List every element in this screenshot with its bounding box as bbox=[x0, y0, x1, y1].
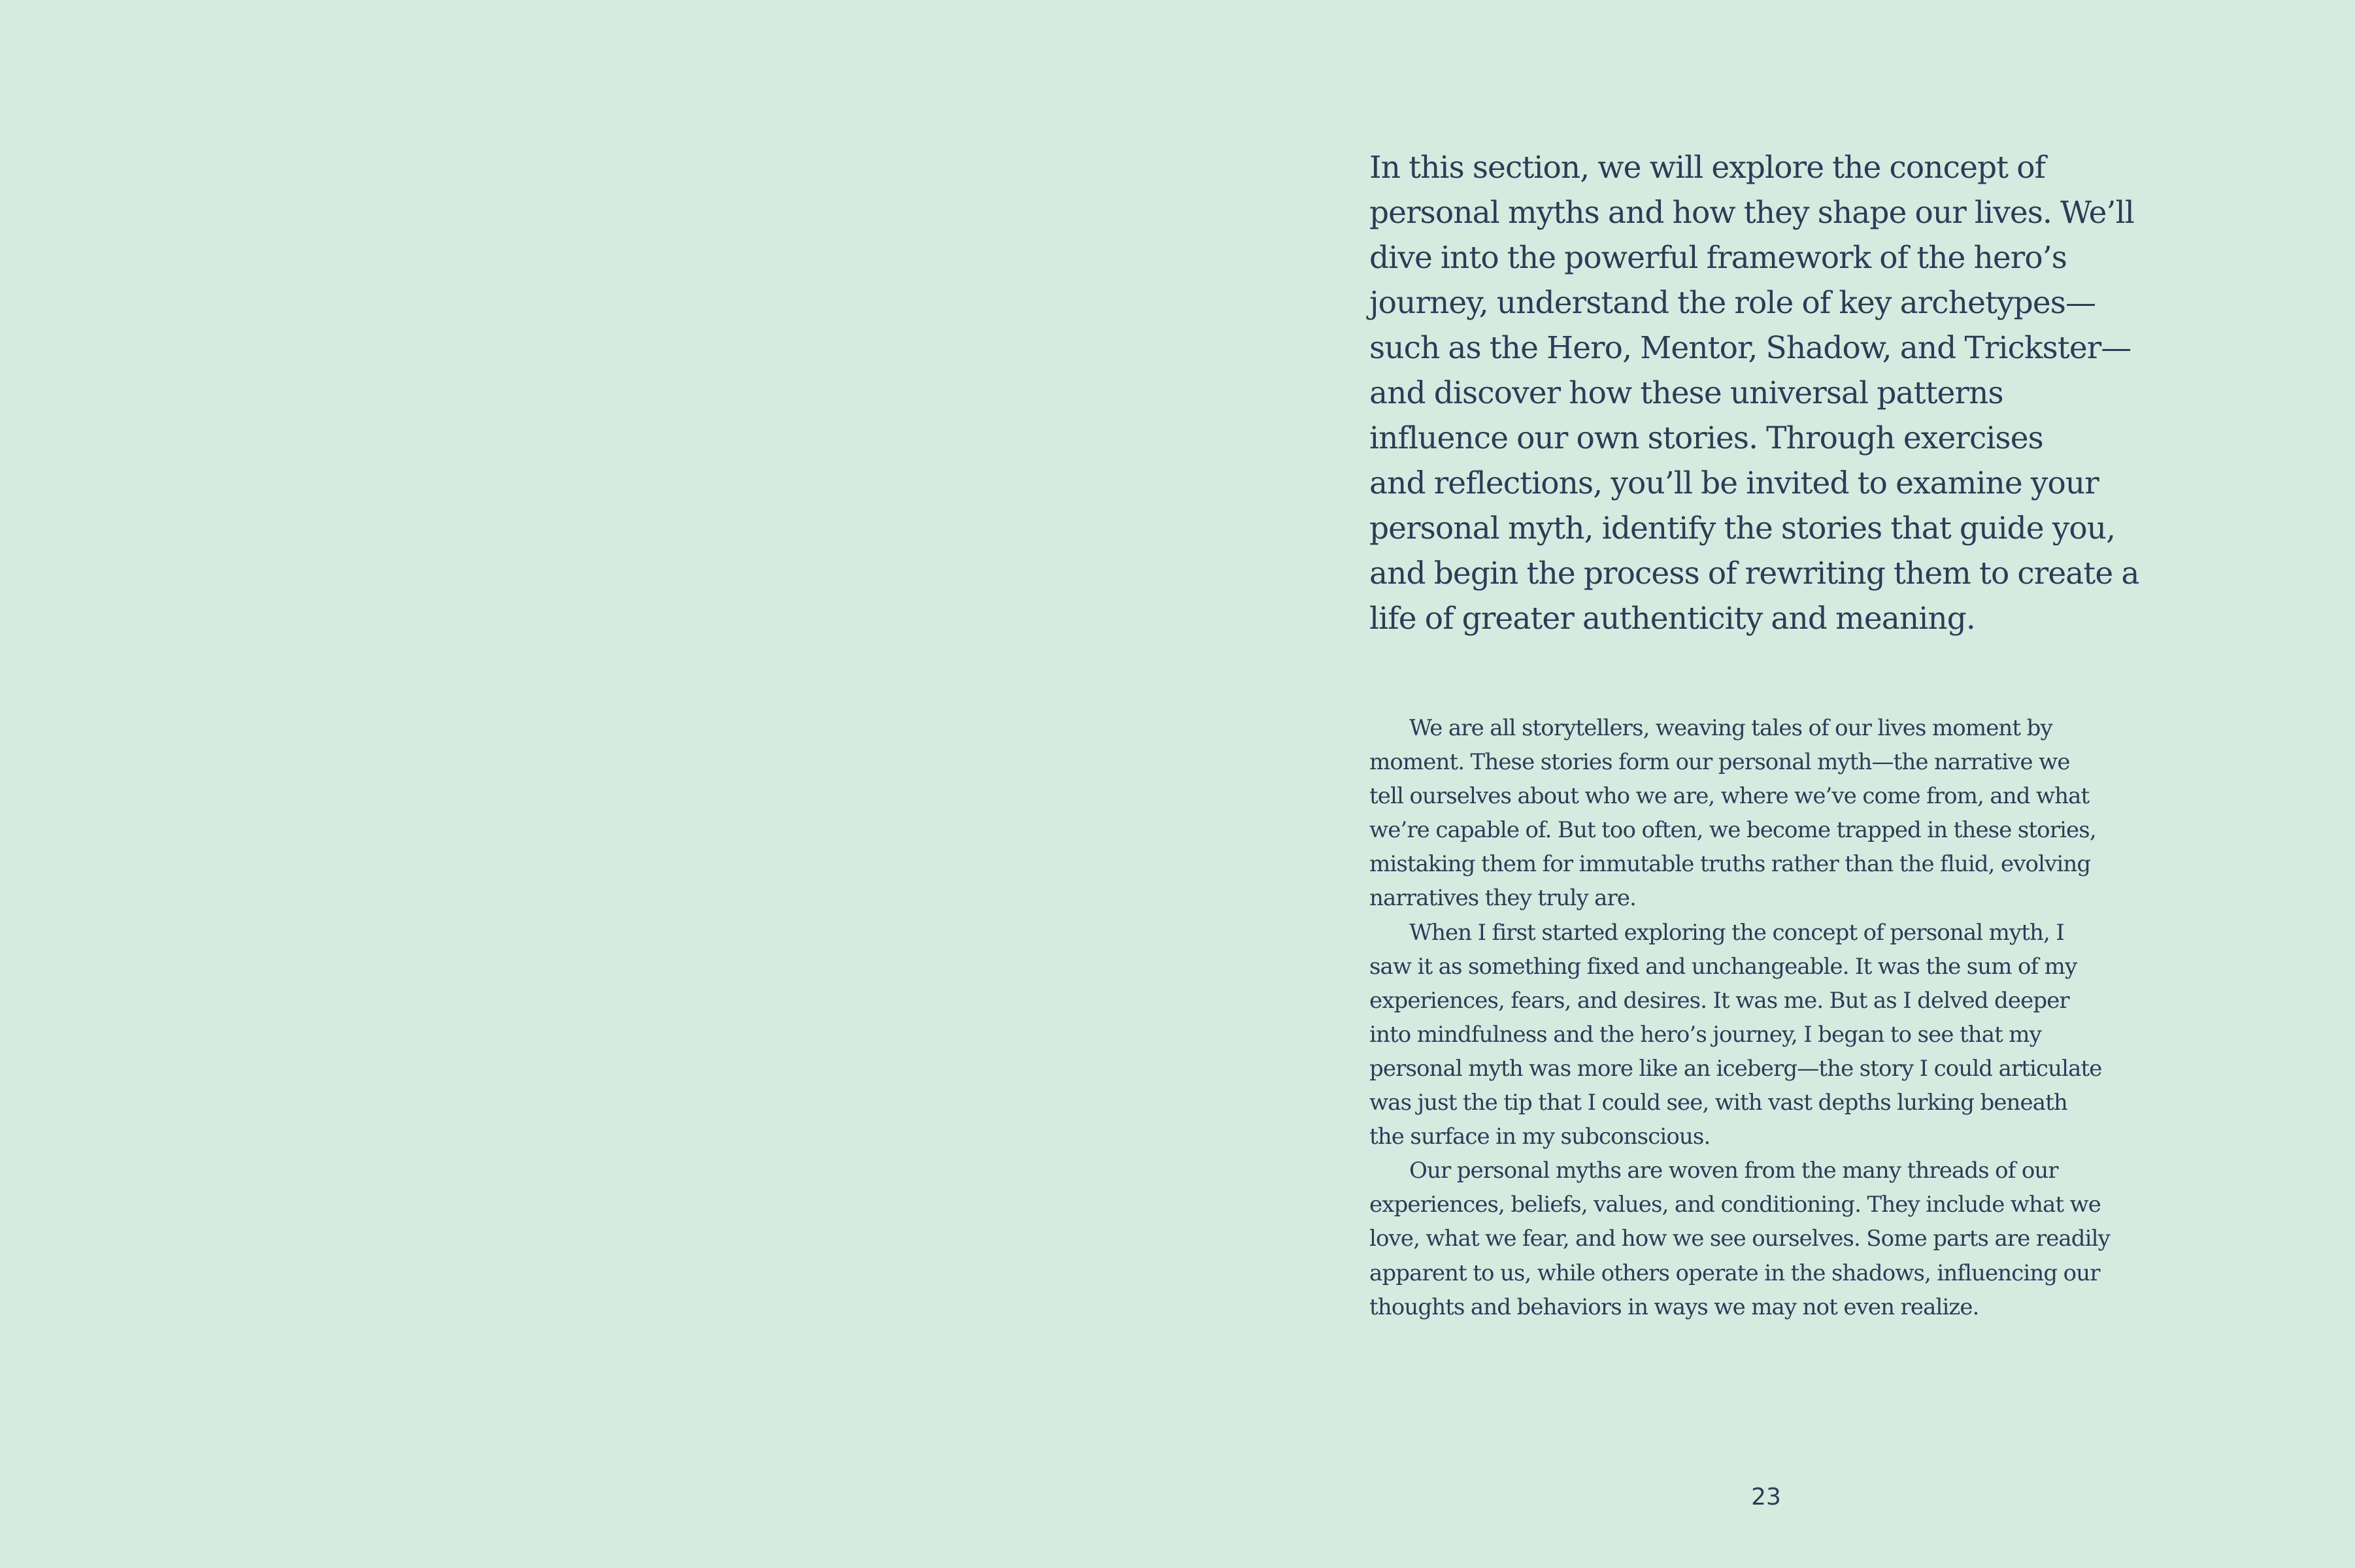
page-number: 23 bbox=[1751, 1484, 1781, 1510]
intro-line: personal myths and how they shape our lives. We’ll bbox=[1369, 195, 2134, 231]
body-line: tell ourselves about who we are, where we’ve come from, and what bbox=[1369, 783, 2090, 810]
intro-line: personal myth, identify the stories that guide you, bbox=[1369, 510, 2116, 546]
intro-line: such as the Hero, Mentor, Shadow, and Trickster— bbox=[1369, 330, 2131, 366]
body-line: experiences, fears, and desires. It was me. But as I delved deeper bbox=[1369, 987, 2069, 1014]
body-line: When I first started exploring the concept of personal myth, I bbox=[1409, 919, 2064, 946]
intro-line: and reflections, you’ll be invited to examine your bbox=[1369, 465, 2099, 501]
body-line: saw it as something fixed and unchangeable. It was the sum of my bbox=[1369, 953, 2077, 980]
body-line: the surface in my subconscious. bbox=[1369, 1124, 1711, 1150]
body-line: love, what we fear, and how we see ourselves. Some parts are readily bbox=[1369, 1226, 2110, 1252]
body-line: mistaking them for immutable truths rather than the fluid, evolving bbox=[1369, 851, 2091, 878]
body-line: moment. These stories form our personal myth—the narrative we bbox=[1369, 749, 2070, 776]
body-text bbox=[1369, 711, 2173, 1324]
intro-paragraph bbox=[1369, 145, 2173, 641]
body-line: personal myth was more like an iceberg—the story I could articulate bbox=[1369, 1055, 2102, 1082]
body-line: we’re capable of. But too often, we become trapped in these stories, bbox=[1369, 817, 2096, 844]
body-line: experiences, beliefs, values, and conditioning. They include what we bbox=[1369, 1192, 2101, 1218]
body-line: We are all storytellers, weaving tales of our lives moment by bbox=[1409, 715, 2052, 741]
left-page-blank bbox=[0, 0, 1177, 1568]
body-line: Our personal myths are woven from the many threads of our bbox=[1409, 1158, 2058, 1184]
intro-line: and begin the process of rewriting them to create a bbox=[1369, 556, 2139, 592]
body-line: thoughts and behaviors in ways we may not even realize. bbox=[1369, 1293, 1979, 1320]
body-line: narratives they truly are. bbox=[1369, 885, 1637, 912]
intro-line: influence our own stories. Through exercises bbox=[1369, 420, 2043, 456]
body-line: was just the tip that I could see, with vast depths lurking beneath bbox=[1369, 1090, 2067, 1116]
body-line: apparent to us, while others operate in the shadows, influencing our bbox=[1369, 1259, 2100, 1286]
intro-line: journey, understand the role of key archetypes— bbox=[1369, 285, 2096, 321]
right-page bbox=[1177, 0, 2355, 1568]
intro-line: dive into the powerful framework of the hero’s bbox=[1369, 240, 2067, 276]
intro-line: life of greater authenticity and meaning. bbox=[1369, 601, 1975, 637]
body-line: into mindfulness and the hero’s journey, I began to see that my bbox=[1369, 1021, 2041, 1048]
intro-line: and discover how these universal patterns bbox=[1369, 375, 2003, 411]
intro-line: In this section, we will explore the concept of bbox=[1369, 150, 2046, 186]
